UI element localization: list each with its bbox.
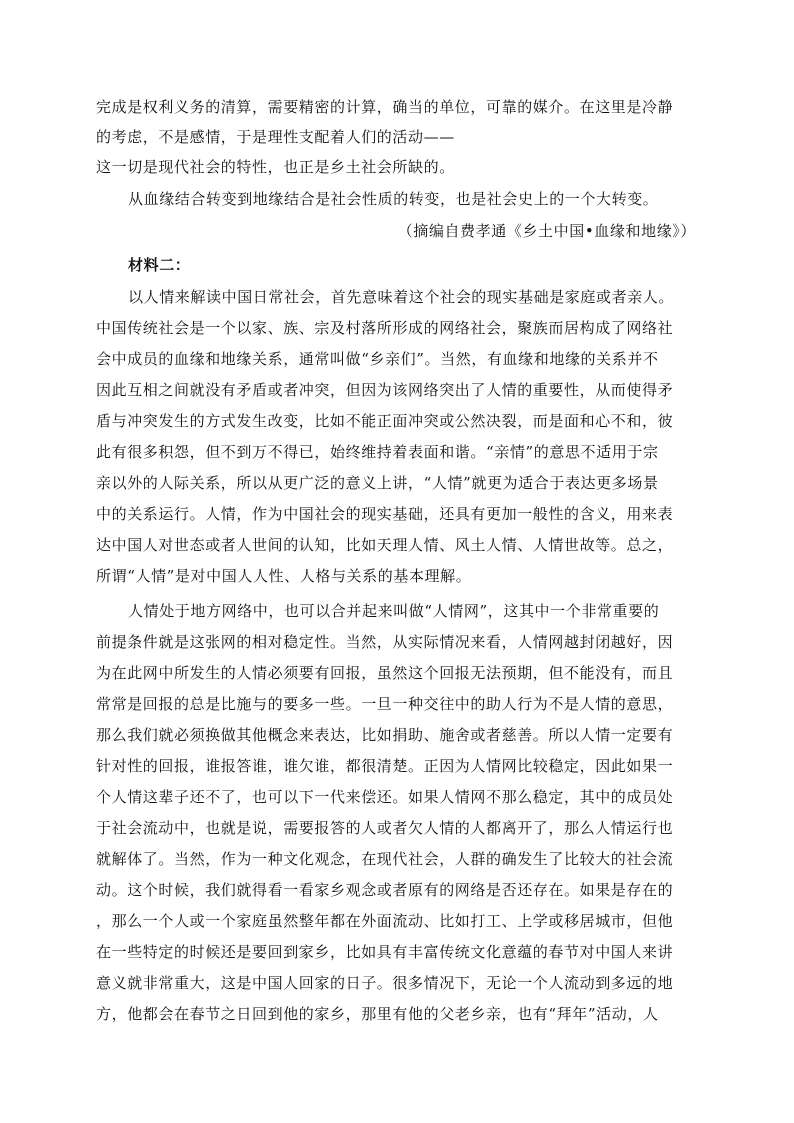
paragraph-2-line-2: 前提条件就是这张网的相对稳定性。当然，从实际情况来看，人情网越封闭越好，因 bbox=[96, 633, 674, 651]
text-line-3: 这一切是现代社会的特性，也正是乡土社会所缺的。 bbox=[96, 158, 455, 176]
paragraph-1-line-1: 以人情来解读中国日常社会，首先意味着这个社会的现实基础是家庭或者亲人。 bbox=[128, 288, 675, 306]
paragraph-2-line-12: 在一些特定的时候还是要回到家乡，比如具有丰富传统文化意蕴的春节对中国人来讲 bbox=[96, 943, 674, 961]
paragraph-2-line-4: 常常是回报的总是比施与的要多一些。一旦一种交往中的助人行为不是人情的意思， bbox=[96, 695, 674, 713]
paragraph-1-line-6: 此有很多积怨，但不到万不得已，始终维持着表面和谐。“亲情”的意思不适用于宗 bbox=[96, 443, 659, 461]
paragraph-2-line-10: 动。这个时候，我们就得看一看家乡观念或者原有的网络是否还存在。如果是存在的 bbox=[96, 881, 674, 899]
paragraph-1-line-9: 达中国人对世态或者人世间的认知，比如天理人情、风土人情、人情世故等。总之， bbox=[96, 536, 674, 554]
paragraph-2-line-14: 方，他都会在春节之日回到他的家乡，那里有他的父老乡亲，也有“拜年”活动，人 bbox=[96, 1005, 659, 1023]
paragraph-2-line-8: 于社会流动中，也就是说，需要报答的人或者欠人情的人都离开了，那么人情运行也 bbox=[96, 819, 674, 837]
paragraph-1-line-8: 中的关系运行。人情，作为中国社会的现实基础，还具有更加一般性的含义，用来表 bbox=[96, 505, 674, 523]
paragraph-2-line-9: 就解体了。当然，作为一种文化观念，在现代社会，人群的确发生了比较大的社会流 bbox=[96, 850, 674, 868]
source-citation: （摘编自费孝通《乡土中国•血缘和地缘》） bbox=[397, 222, 696, 240]
paragraph-2-line-5: 那么我们就必须换做其他概念来表达，比如捐助、施舍或者慈善。所以人情一定要有 bbox=[96, 726, 674, 744]
paragraph-2-line-3: 为在此网中所发生的人情必须要有回报，虽然这个回报无法预期，但不能没有，而且 bbox=[96, 664, 674, 682]
paragraph-1-line-5: 盾与冲突发生的方式发生改变，比如不能正面冲突或公然决裂，而是面和心不和，彼 bbox=[96, 412, 674, 430]
paragraph-2-line-7: 个人情这辈子还不了，也可以下一代来偿还。如果人情网不那么稳定，其中的成员处 bbox=[96, 788, 674, 806]
paragraph-2-line-13: 意义就非常重大，这是中国人回家的日子。很多情况下，无论一个人流动到多远的地 bbox=[96, 974, 674, 992]
paragraph-2-line-1: 人情处于地方网络中，也可以合并起来叫做“人情网”，这其中一个非常重要的 bbox=[128, 602, 660, 620]
paragraph-2-line-11: ，那么一个人或一个家庭虽然整年都在外面流动、比如打工、上学或移居城市，但他 bbox=[96, 912, 674, 930]
section-heading: 材料二： bbox=[128, 256, 191, 274]
paragraph-1-line-3: 会中成员的血缘和地缘关系，通常叫做“乡亲们”。当然，有血缘和地缘的关系并不 bbox=[96, 350, 659, 368]
paragraph-1-line-10: 所谓“人情”是对中国人人性、人格与关系的基本理解。 bbox=[96, 567, 472, 585]
text-line-1: 完成是权利义务的清算，需要精密的计算，确当的单位，可靠的媒介。在这里是冷静 bbox=[96, 98, 674, 116]
paragraph-1-line-7: 亲以外的人际关系，所以从更广泛的意义上讲，“人情”就更为适合于表达更多场景 bbox=[96, 474, 659, 492]
text-line-4: 从血缘结合转变到地缘结合是社会性质的转变，也是社会史上的一个大转变。 bbox=[128, 190, 659, 208]
paragraph-2-line-6: 针对性的回报，谁报答谁，谁欠谁，都很清楚。正因为人情网比较稳定，因此如果一 bbox=[96, 757, 674, 775]
paragraph-1-line-2: 中国传统社会是一个以家、族、宗及村落所形成的网络社会，聚族而居构成了网络社 bbox=[96, 319, 674, 337]
text-line-2: 的考虑，不是感情，于是理性支配着人们的活动—— bbox=[96, 128, 455, 146]
paragraph-1-line-4: 因此互相之间就没有矛盾或者冲突，但因为该网络突出了人情的重要性，从而使得矛 bbox=[96, 381, 674, 399]
